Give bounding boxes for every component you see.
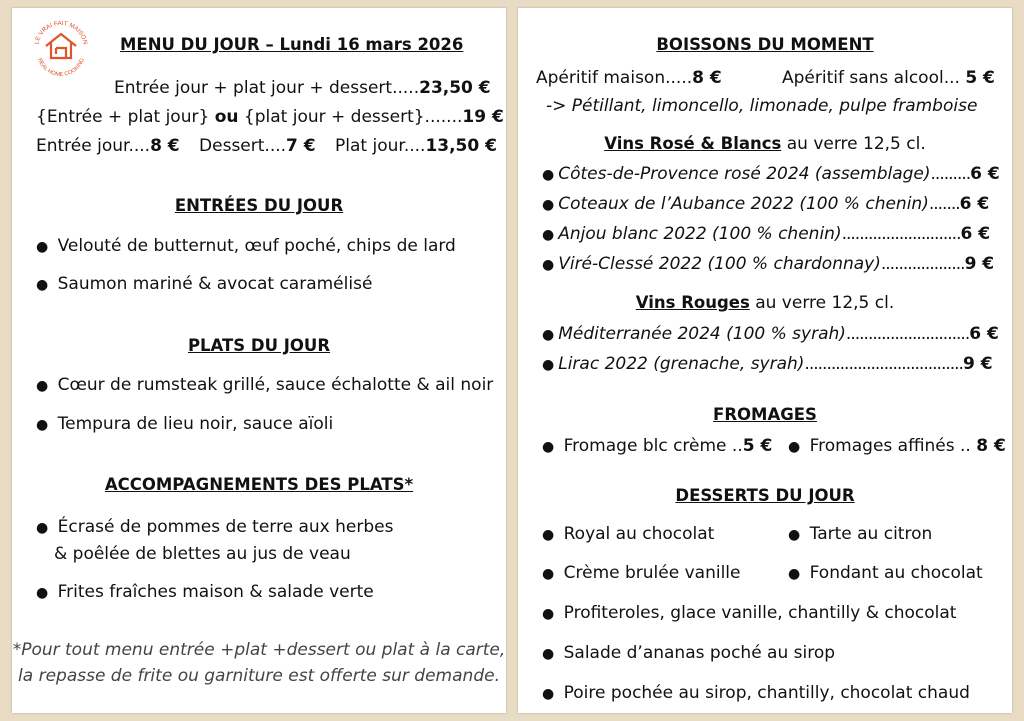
dessert-item: ● Tarte au citron <box>788 524 933 544</box>
vins-blancs-heading: Vins Rosé & Blancs au verre 12,5 cl. <box>604 134 926 154</box>
dessert-item: ● Crème brulée vanille <box>542 563 741 583</box>
entree-item: ● Saumon mariné & avocat caramélisé <box>36 274 373 294</box>
dessert-label: Dessert.... <box>199 136 287 156</box>
house-logo-icon <box>30 16 92 78</box>
wine-item: ● Viré-Clessé 2022 (100 % chardonnay)...................9 € <box>542 254 995 274</box>
svg-text:LE VRAI FAIT MAISON: LE VRAI FAIT MAISON <box>33 19 89 46</box>
dessert-item: ● Fondant au chocolat <box>788 563 983 583</box>
wine-item: ● Côtes-de-Provence rosé 2024 (assemblage).........6 € <box>542 164 1000 184</box>
accompagnement-item-cont: & poêlée de blettes au jus de veau <box>54 544 351 564</box>
aperitif-sans-alcool: Apéritif sans alcool... 5 € <box>782 68 995 88</box>
accompagnement-item: ● Frites fraîches maison & salade verte <box>36 582 374 602</box>
menu-title: MENU DU JOUR – Lundi 16 mars 2026 <box>120 35 464 54</box>
fromage-item: ● Fromage blc crème ..5 € <box>542 436 773 456</box>
formula-full-price: 23,50 € <box>419 78 491 98</box>
plat-item: ● Tempura de lieu noir, sauce aïoli <box>36 414 334 434</box>
wine-item: ● Lirac 2022 (grenache, syrah)....................................9 € <box>542 354 993 374</box>
formula-two-price: 19 € <box>462 107 504 127</box>
boissons-heading: BOISSONS DU MOMENT <box>656 35 874 54</box>
entree-label: Entrée jour.... <box>36 136 151 156</box>
fromage-item: ● Fromages affinés .. 8 € <box>788 436 1006 456</box>
entrees-heading: ENTRÉES DU JOUR <box>174 196 344 215</box>
accompagnement-item: ● Écrasé de pommes de terre aux herbes <box>36 517 394 537</box>
wine-item: ● Anjou blanc 2022 (100 % chenin)...........................6 € <box>542 224 991 244</box>
single-prices <box>36 135 497 157</box>
dessert-item: ● Poire pochée au sirop, chantilly, chocolat chaud <box>542 683 970 703</box>
plat-price: 13,50 € <box>425 136 497 156</box>
entree-price: 8 € <box>150 136 180 156</box>
right-menu-page <box>518 8 1012 713</box>
footnote-line1: *Pour tout menu entrée +plat +dessert ou plat à la carte, <box>12 640 506 660</box>
aperitif-maison: Apéritif maison.....8 € <box>536 68 722 88</box>
entree-item: ● Velouté de butternut, œuf poché, chips de lard <box>36 236 456 256</box>
footnote-line2: la repasse de frite ou garniture est offerte sur demande. <box>18 666 500 686</box>
formula-two-or: ou <box>214 107 239 127</box>
formula-full-label: Entrée jour + plat jour + dessert..... <box>114 78 420 98</box>
accompagnements-heading: ACCOMPAGNEMENTS DES PLATS* <box>104 475 414 494</box>
plats-heading: PLATS DU JOUR <box>187 336 331 355</box>
dessert-item: ● Profiteroles, glace vanille, chantilly & chocolat <box>542 603 957 623</box>
fromages-heading: FROMAGES <box>713 405 817 424</box>
plat-item: ● Cœur de rumsteak grillé, sauce échalotte & ail noir <box>36 375 494 395</box>
plat-label: Plat jour.... <box>335 136 426 156</box>
formula-two-b: {plat jour + dessert}....... <box>243 107 463 127</box>
vins-rouges-heading: Vins Rouges au verre 12,5 cl. <box>635 293 895 313</box>
svg-text:REAL HOME COOKING: REAL HOME COOKING <box>36 57 86 78</box>
desserts-heading: DESSERTS DU JOUR <box>675 486 855 505</box>
formula-two-courses <box>36 106 504 128</box>
dessert-price: 7 € <box>286 136 316 156</box>
aperitif-detail: -> Pétillant, limoncello, limonade, pulpe framboise <box>546 96 978 116</box>
left-menu-page <box>12 8 506 713</box>
dessert-item: ● Royal au chocolat <box>542 524 715 544</box>
wine-item: ● Méditerranée 2024 (100 % syrah)............................6 € <box>542 324 999 344</box>
dessert-item: ● Salade d’ananas poché au sirop <box>542 643 836 663</box>
formula-two-a: {Entrée + plat jour} <box>36 107 210 127</box>
formula-full <box>114 77 491 99</box>
wine-item: ● Coteaux de l’Aubance 2022 (100 % chenin).......6 € <box>542 194 990 214</box>
